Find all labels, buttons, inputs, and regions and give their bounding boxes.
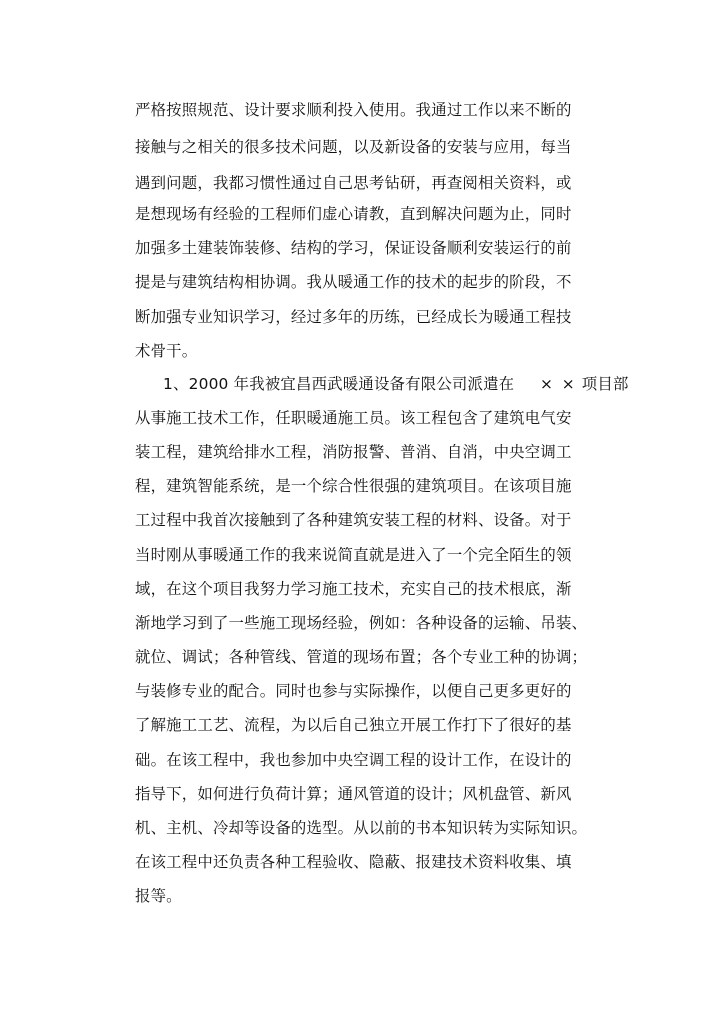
text-line: 就位、调试；各种管线、管道的现场布置；各个专业工种的协调； — [135, 648, 588, 666]
text-line: 报等。 — [135, 887, 182, 905]
text-line: 接触与之相关的很多技术问题，以及新设备的安装与应用，每当 — [135, 138, 572, 156]
paragraph-2-first-line: 1、2000 年我被宜昌西武暖通设备有限公司派遣在 — [163, 375, 515, 393]
text-line: 机、主机、冷却等设备的选型。从以前的书本知识转为实际知识。 — [135, 819, 588, 837]
text-line: 从事施工技术工作，任职暖通施工员。该工程包含了建筑电气安 — [135, 409, 572, 427]
text-line: 指导下，如何进行负荷计算；通风管道的设计；风机盘管、新风 — [135, 785, 572, 803]
text-line: 断加强专业知识学习，经过多年的历练，已经成长为暖通工程技 — [135, 308, 572, 326]
project-suffix: 项目部 — [576, 375, 629, 393]
text-line: 加强多土建装饰装修、结构的学习，保证设备顺利安装运行的前 — [135, 239, 572, 257]
text-line: 遇到问题，我都习惯性通过自己思考钻研，再查阅相关资料，或 — [135, 174, 572, 192]
text-line: 装工程，建筑给排水工程，消防报警、普消、自消，中央空调工 — [135, 443, 572, 461]
text-line: 域，在这个项目我努力学习施工技术，充实自己的技术根底，渐 — [135, 580, 572, 598]
text-line: 严格按照规范、设计要求顺利投入使用。我通过工作以来不断的 — [135, 101, 572, 119]
text-line: 是想现场有经验的工程师们虚心请教，直到解决问题为止，同时 — [135, 205, 572, 223]
text-line: 在该工程中还负责各种工程验收、隐蔽、报建技术资料收集、填 — [135, 853, 572, 871]
text-line: 础。在该工程中，我也参加中央空调工程的设计工作，在设计的 — [135, 751, 572, 769]
text-line: 提是与建筑结构相协调。我从暖通工作的技术的起步的阶段，不 — [135, 273, 572, 291]
text-line: 程，建筑智能系统，是一个综合性很强的建筑项目。在该项目施 — [135, 477, 572, 495]
text-line: 工过程中我首次接触到了各种建筑安装工程的材料、设备。对于 — [135, 511, 572, 529]
text-line: 渐地学习到了一些施工现场经验，例如：各种设备的运输、吊装、 — [135, 614, 588, 632]
project-marks: × × — [540, 375, 577, 393]
text-line: 了解施工工艺、流程，为以后自己独立开展工作打下了很好的基 — [135, 716, 572, 734]
project-reference — [540, 374, 629, 394]
text-line: 术骨干。 — [135, 342, 198, 360]
text-line: 当时刚从事暖通工作的我来说简直就是进入了一个完全陌生的领 — [135, 546, 572, 564]
text-line: 与装修专业的配合。同时也参与实际操作，以便自己更多更好的 — [135, 682, 572, 700]
